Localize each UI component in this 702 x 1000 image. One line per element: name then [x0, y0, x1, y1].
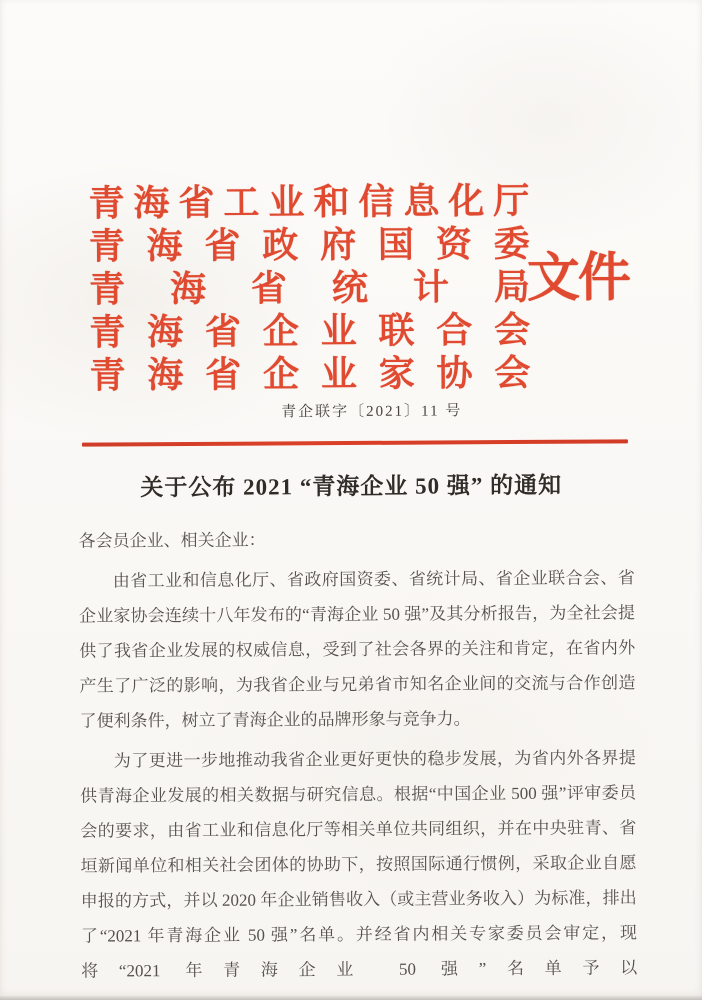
- letterhead-org-name: 青 海 省 企 业 联 合 会: [89, 309, 531, 353]
- letterhead-document-label: 文件: [526, 249, 630, 308]
- body-paragraph: 为了更进一步地推动我省企业更好更快的稳步发展，为省内外各界提供青海企业发展的相关数据与研究信息。根据“中国企业 500 强”评审委员会的要求，由省工业和信息化厅等相关单位共同组织，并在中央驻青、省垣新闻单位和相关社会团体的协助下，按照国际通行惯例，采取企业自愿申报的方式，并以 2020 年企业销售收入（或主营业务收入）为标准，排出了“2021 年青海企业 50 强”名单。并经省内相关专家委员会审定，现将“2021 年青海企业 50 强”名单予以: [80, 748, 638, 981]
- red-divider-line: [82, 439, 628, 446]
- document-title: 关于公布 2021 “青海企业 50 强” 的通知: [140, 472, 563, 501]
- letterhead-org-name: 青 海 省 工 业 和 信 息 化 厅: [88, 180, 530, 224]
- salutation: 各会员企业、相关企业：: [78, 530, 266, 551]
- letterhead-org-name: 青 海 省 政 府 国 资 委: [88, 223, 530, 267]
- document-body: [78, 520, 637, 988]
- document-number: 青企联字〔2021〕11 号: [281, 403, 463, 421]
- body-paragraph: 由省工业和信息化厅、省政府国资委、省统计局、省企业联合会、省企业家协会连续十八年发布的“青海企业 50 强”及其分析报告，为全社会提供了我省企业发展的权威信息，受到了社会各界的关注和肯定，在省内外产生了广泛的影响，为我省企业与兄弟省市知名企业间的交流与合作创造了便利条件，树立了青海企业的品牌形象与竞争力。: [78, 568, 636, 731]
- letterhead: [88, 180, 530, 398]
- letterhead-org-name: 青 海 省 企 业 家 协 会: [89, 352, 531, 396]
- letterhead-org-name: 青 海 省 统 计 局: [88, 266, 531, 310]
